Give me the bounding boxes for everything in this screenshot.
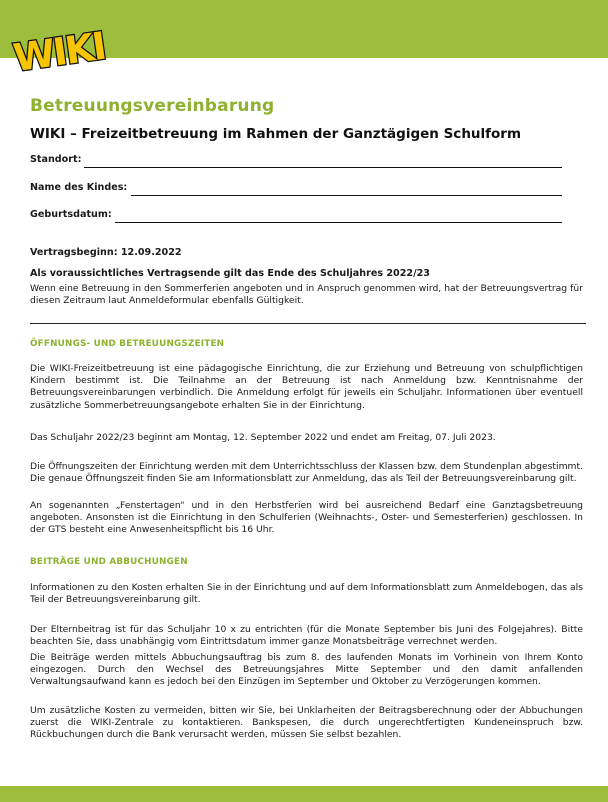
fees-paragraph-3: Die Beiträge werden mittels Abbuchungsauftrag bis zum 8. des laufenden Monats im Vorhinein von Ihrem Konto eingezogen. Durch den Wechsel des Betreuungsjahres Mitte September und den damit anfallenden Verwaltungsaufwand kann es jedoch bei den Einzügen im September und Oktober zu Verzögerungen kommen. <box>30 652 583 688</box>
fees-paragraph-4: Um zusätzliche Kosten zu vermeiden, bitten wir Sie, bei Unklarheiten der Beitragsberechnung oder der Abbuchungen zuerst die WIKI-Zentrale zu kontaktieren. Bankspesen, die durch ungerechtfertigten Kundeneinspruch bzw. Rückbuchungen durch die Bank verursacht werden, müssen Sie selbst bezahlen. <box>30 705 583 741</box>
wiki-logo-text: WIKI <box>10 23 108 81</box>
document-title: Betreuungsvereinbarung <box>30 96 275 116</box>
child-name-label: Name des Kindes: <box>30 182 128 193</box>
birthdate-line[interactable] <box>115 221 562 223</box>
section-divider <box>30 323 586 324</box>
fees-heading: BEITRÄGE UND ABBUCHUNGEN <box>30 557 188 567</box>
document-subtitle: WIKI – Freizeitbetreuung im Rahmen der Ganztägigen Schulform <box>30 126 522 142</box>
wiki-logo <box>8 8 108 81</box>
child-name-field[interactable] <box>30 182 562 196</box>
fees-paragraph-1: Informationen zu den Kosten erhalten Sie in der Einrichtung und auf dem Informationsblatt zum Anmeldebogen, das als Teil der Betreuungsvereinbarung gilt. <box>30 582 583 606</box>
opening-paragraph-2: Das Schuljahr 2022/23 beginnt am Montag, 12. September 2022 und endet am Freitag, 07. Juli 2023. <box>30 432 496 443</box>
birthdate-field[interactable] <box>30 209 562 223</box>
child-name-line[interactable] <box>131 194 562 196</box>
contract-start: Vertragsbeginn: 12.09.2022 <box>30 247 182 258</box>
footer-band <box>0 786 608 802</box>
opening-paragraph-3: Die Öffnungszeiten der Einrichtung werden mit dem Unterrichtsschluss der Klassen bzw. dem Stundenplan abgestimmt. Die genaue Öffnungszeit finden Sie am Informationsblatt zur Anmeldung, das als Teil der Betreuungsvereinbarung gilt. <box>30 461 583 485</box>
fees-paragraph-2: Der Elternbeitrag ist für das Schuljahr 10 x zu entrichten (für die Monate September bis Juni des Folgejahres). Bitte beachten Sie, dass unabhängig vom Eintrittsdatum immer ganze Monatsbeiträge verrechnet werden. <box>30 624 583 648</box>
birthdate-label: Geburtsdatum: <box>30 209 112 220</box>
opening-heading: ÖFFNUNGS- UND BETREUUNGSZEITEN <box>30 339 225 349</box>
contract-end-title: Als voraussichtliches Vertragsende gilt das Ende des Schuljahres 2022/23 <box>30 268 430 279</box>
location-field[interactable] <box>30 154 562 168</box>
location-line[interactable] <box>84 166 562 168</box>
opening-paragraph-4: An sogenannten „Fenstertagen“ und in den Herbstferien wird bei ausreichend Bedarf eine Ganztagsbetreuung angeboten. Ansonsten ist die Einrichtung in den Schulferien (Weihnachts-, Oster- und Semesterferien) geschlossen. In der GTS besteht eine Anwesenheitspflicht bis 16 Uhr. <box>30 500 583 536</box>
location-label: Standort: <box>30 154 82 165</box>
contract-end-text: Wenn eine Betreuung in den Sommerferien angeboten und in Anspruch genommen wird, hat der Betreuungsvertrag für diesen Zeitraum laut Anmeldeformular ebenfalls Gültigkeit. <box>30 283 583 307</box>
opening-paragraph-1: Die WIKI-Freizeitbetreuung ist eine pädagogische Einrichtung, die zur Erziehung und Betreuung von schulpflichtigen Kindern bestimmt ist. Die Teilnahme an der Betreuung ist nach Anmeldung bzw. Kenntnisnahme der Betreuungsvereinbarungen verbindlich. Die Anmeldung erfolgt für jeweils ein Schuljahr. Informationen über eventuell zusätzliche Sommerbetreuungsangebote erhalten Sie in der Einrichtung. <box>30 363 583 411</box>
